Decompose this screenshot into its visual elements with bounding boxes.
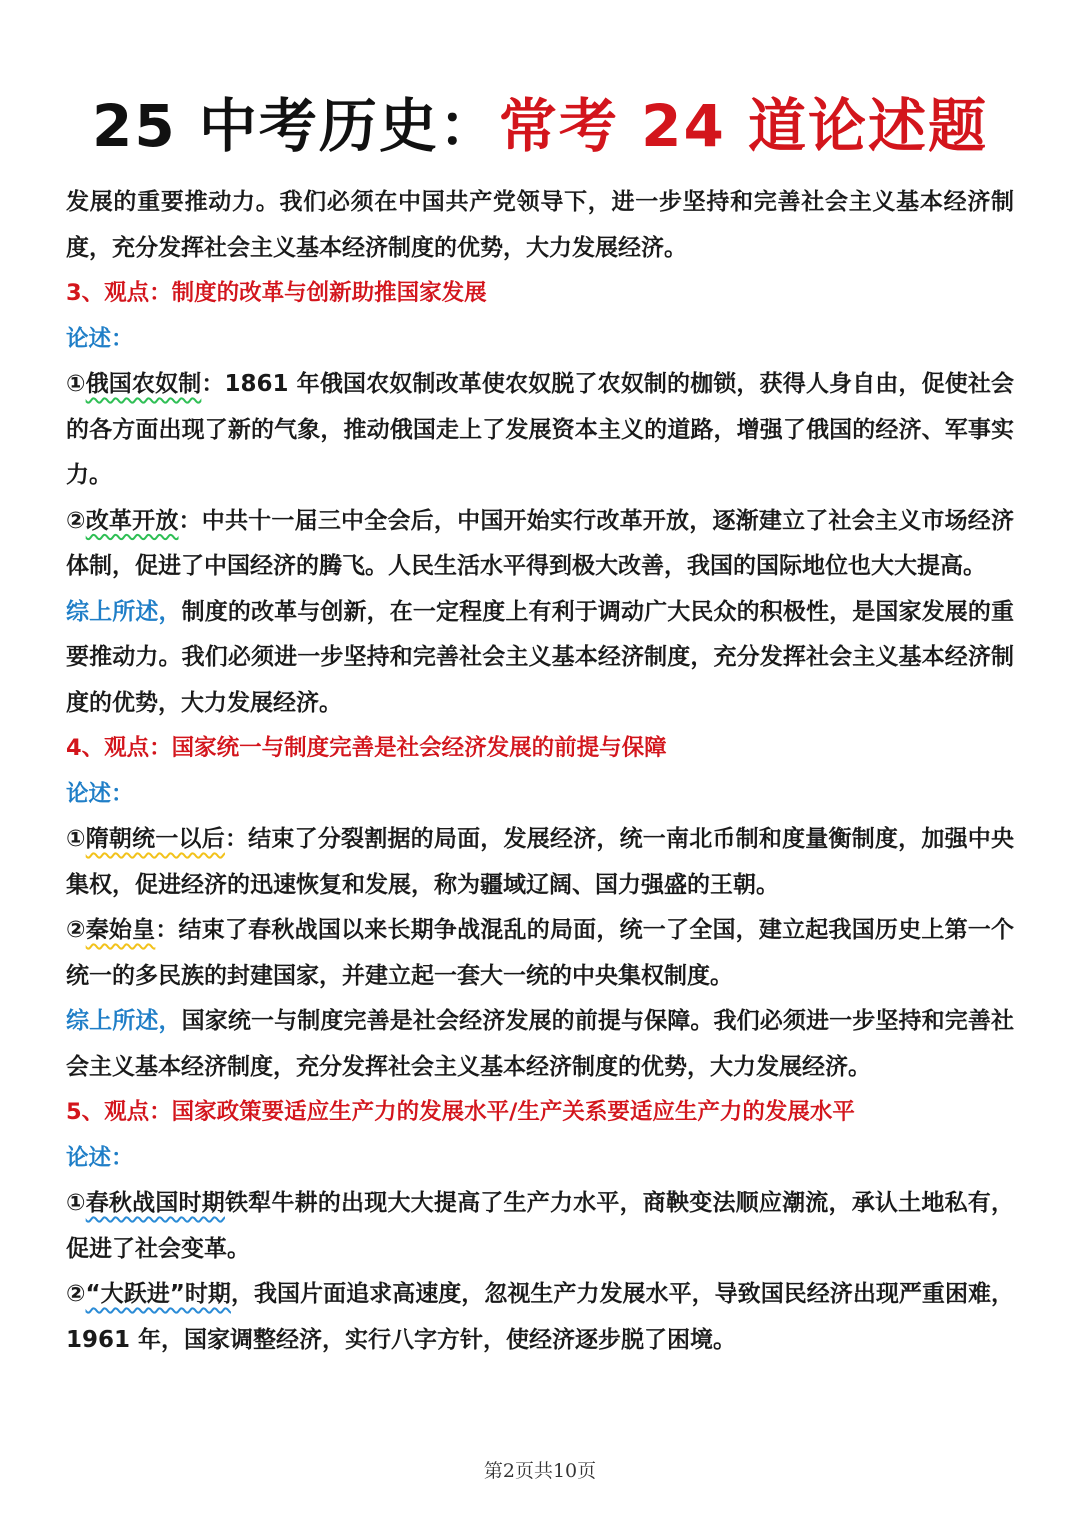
keyword-underlined: 俄国农奴制 (85, 371, 202, 397)
title-highlight: 常考 24 道论述题 (498, 92, 988, 160)
keyword-underlined: 改革开放 (85, 507, 179, 534)
page-title (0, 88, 1080, 164)
item-text: ：1861 年俄国农奴制改革使农奴脱了农奴制的枷锁，获得人身自由，促使社会的各方面出现了新的气象，推动俄国走上了发展资本主义的道路，增强了俄国的经济、军事实力。 (66, 371, 1014, 488)
title-prefix: 25 中考历史： (91, 92, 499, 160)
item-marker: ② (66, 1281, 86, 1307)
item-marker: ① (66, 826, 86, 852)
item-text: 铁犁牛耕的出现大大提高了生产力水平，商鞅变法顺应潮流，承认土地私有，促进了社会变革。 (66, 1190, 1014, 1262)
item-marker: ② (66, 917, 86, 943)
argument-item (66, 499, 1014, 590)
summary-paragraph (66, 590, 1014, 727)
summary-text: 国家统一与制度完善是社会经济发展的前提与保障。我们必须进一步坚持和完善社会主义基本经济制度，充分发挥社会主义基本经济制度的优势，大力发展经济。 (66, 1008, 1014, 1080)
keyword-underlined: 隋朝统一以后 (85, 826, 225, 852)
argument-label: 论述： (66, 780, 134, 807)
keyword-underlined: “大跃进”时期 (85, 1281, 231, 1307)
item-marker: ② (66, 507, 86, 534)
summary-lead: 综上所述， (66, 598, 182, 625)
intro-paragraph: 发展的重要推动力。我们必须在中国共产党领导下，进一步坚持和完善社会主义基本经济制度，充分发挥社会主义基本经济制度的优势，大力发展经济。 (66, 189, 1014, 261)
page-number: 第2页共10页 (483, 1460, 597, 1482)
argument-item (66, 362, 1014, 499)
item-text: ：结束了春秋战国以来长期争战混乱的局面，统一了全国，建立起我国历史上第一个统一的多民族的封建国家，并建立起一套大一统的中央集权制度。 (66, 917, 1014, 989)
summary-paragraph (66, 999, 1014, 1090)
section-heading: 4、观点：国家统一与制度完善是社会经济发展的前提与保障 (66, 735, 667, 761)
current-page-number: 2 (502, 1460, 515, 1482)
argument-item (66, 817, 1014, 908)
section-heading: 5、观点：国家政策要适应生产力的发展水平/生产关系要适应生产力的发展水平 (66, 1099, 855, 1125)
summary-lead: 综上所述， (66, 1008, 182, 1034)
argument-label: 论述： (66, 1144, 134, 1171)
argument-item (66, 1181, 1014, 1272)
section-4 (66, 726, 1014, 1090)
argument-item (66, 1272, 1014, 1363)
section-3 (66, 271, 1014, 726)
item-marker: ① (66, 371, 86, 397)
item-marker: ① (66, 1190, 86, 1216)
keyword-underlined: 秦始皇 (85, 917, 156, 943)
section-heading: 3、观点：制度的改革与创新助推国家发展 (66, 280, 487, 306)
keyword-underlined: 春秋战国时期 (85, 1190, 225, 1216)
item-text: ，我国片面追求高速度，忽视生产力发展水平，导致国民经济出现严重困难，1961 年，国家调整经济，实行八字方针，使经济逐步脱了困境。 (66, 1281, 1014, 1353)
argument-item (66, 908, 1014, 999)
summary-text: 制度的改革与创新，在一定程度上有利于调动广大民众的积极性，是国家发展的重要推动力。我们必须进一步坚持和完善社会主义基本经济制度，充分发挥社会主义基本经济制度的优势，大力发展经济。 (66, 598, 1014, 716)
item-text: ：结束了分裂割据的局面，发展经济，统一南北币制和度量衡制度，加强中央集权，促进经济的迅速恢复和发展，称为疆域辽阔、国力强盛的王朝。 (66, 826, 1014, 898)
total-pages-number: 10 (552, 1460, 578, 1482)
section-5 (66, 1090, 1014, 1363)
item-text: ：中共十一届三中全会后，中国开始实行改革开放，逐渐建立了社会主义市场经济体制，促进了中国经济的腾飞。人民生活水平得到极大改善，我国的国际地位也大大提高。 (66, 507, 1014, 579)
document-body (66, 180, 1014, 1363)
argument-label: 论述： (66, 325, 134, 352)
